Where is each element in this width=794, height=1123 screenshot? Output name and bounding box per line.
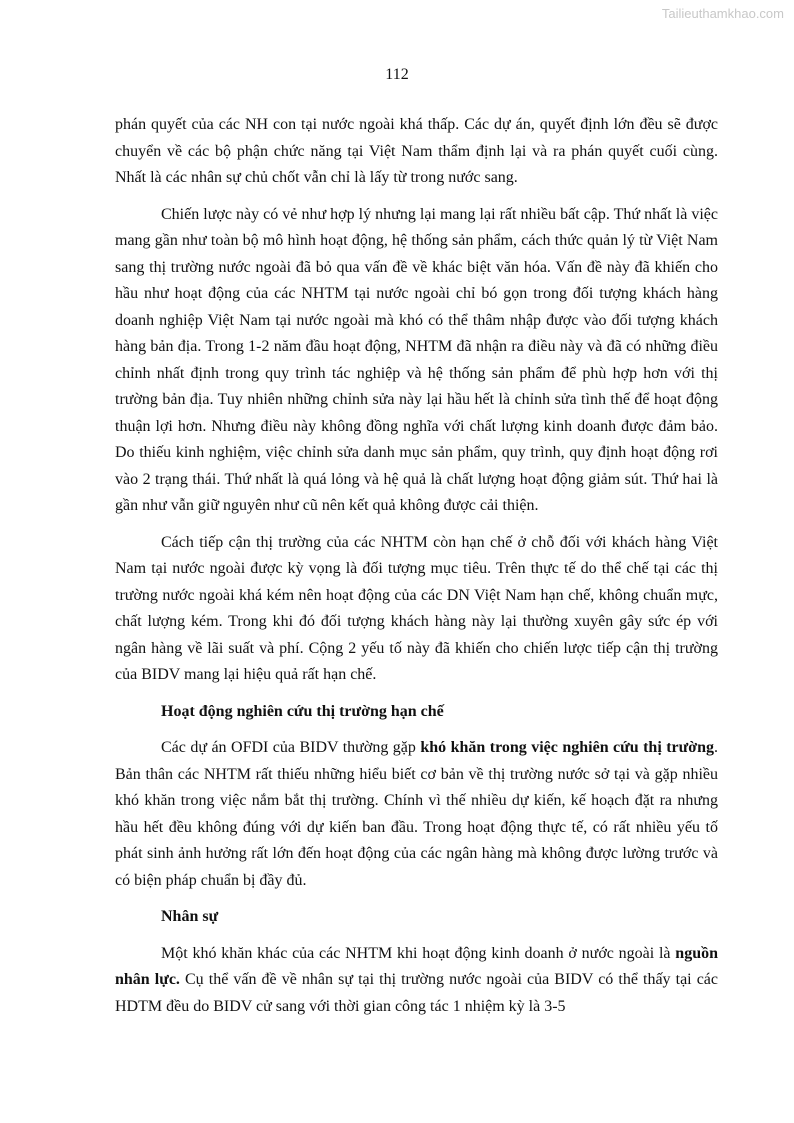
bold-phrase: nguồn nhân lực. — [115, 944, 718, 988]
section-heading: Nhân sự — [161, 908, 219, 925]
paragraph — [115, 735, 718, 894]
paragraph-text: . Bản thân các NHTM rất thiếu những hiểu biết cơ bản về thị trường nước sở tại và gặp nhiều khó khăn trong việc nắm bắt thị trường. Chính vì thế nhiều dự kiến, kế hoạch đặt ra nhưng hầu hết đều không đúng với dự kiến ban đầu. Trong hoạt động thực tế, có rất nhiều yếu tố phát sinh ảnh hưởng rất lớn đến hoạt động của các ngân hàng mà không được lường trước và có biện pháp chuẩn bị đầy đủ. — [115, 739, 719, 889]
paragraph: Cách tiếp cận thị trường của các NHTM còn hạn chế ở chỗ đối với khách hàng Việt Nam tại nước ngoài được kỳ vọng là đối tượng mục tiêu. Trên thực tế do thể chế tại các thị trường nước ngoài khá kém nên hoạt động của các DN Việt Nam hạn chế, không chuẩn mực, chất lượng kém. Trong khi đó đối tượng khách hàng này lại thường xuyên gây sức ép với ngân hàng về lãi suất và phí. Cộng 2 yếu tố này đã khiến cho chiến lược tiếp cận thị trường của BIDV mang lại hiệu quả rất hạn chế. — [115, 533, 718, 683]
paragraph-text: Các dự án OFDI của BIDV thường gặp — [161, 739, 421, 756]
section-heading: Hoạt động nghiên cứu thị trường hạn chế — [161, 702, 444, 720]
paragraph-text: Cụ thể vấn đề về nhân sự tại thị trường nước ngoài của BIDV có thể thấy tại các HDTM đều do BIDV cử sang với thời gian công tác 1 nhiệm kỳ là 3-5 — [115, 971, 719, 1015]
paragraph: Chiến lược này có vẻ như hợp lý nhưng lại mang lại rất nhiều bất cập. Thứ nhất là việc mang gần như toàn bộ mô hình hoạt động, hệ thống sản phẩm, cách thức quản lý từ Việt Nam sang thị trường nước ngoài đã bỏ qua vấn đề về khác biệt văn hóa. Vấn đề này đã khiến cho hầu như hoạt động của các NHTM tại nước ngoài chỉ bó gọn trong đối tượng khách hàng doanh nghiệp Việt Nam tại nước ngoài mà khó có thể thâm nhập được vào đối tượng khách hàng bản địa. Trong 1-2 năm đầu hoạt động, NHTM đã nhận ra điều này và đã có những điều chỉnh nhất định trong quy trình tác nghiệp và hệ thống sản phẩm để phù hợp hơn với thị trường bản địa. Tuy nhiên những chỉnh sửa này lại hầu hết là chỉnh sửa tình thế để hoạt động thuận lợi hơn. Nhưng điều này không đồng nghĩa với chất lượng kinh doanh được đảm bảo. Do thiếu kinh nghiệm, việc chỉnh sửa danh mục sản phẩm, quy trình, quy định hoạt động rơi vào 2 trạng thái. Thứ nhất là quá lỏng và hệ quả là chất lượng hoạt động giảm sút. Thứ hai là gần như vẫn giữ nguyên như cũ nên kết quả không được cải thiện. — [115, 205, 718, 514]
watermark: Tailieuthamkhao.com — [661, 6, 784, 21]
bold-phrase: khó khăn trong việc nghiên cứu thị trường — [420, 739, 715, 756]
paragraph-text: Một khó khăn khác của các NHTM khi hoạt động kinh doanh ở nước ngoài là — [161, 944, 676, 962]
document-body — [115, 112, 718, 1030]
paragraph: phán quyết của các NH con tại nước ngoài khá thấp. Các dự án, quyết định lớn đều sẽ được chuyển về các bộ phận chức năng tại Việt Nam thẩm định lại và ra phán quyết cuối cùng. Nhất là các nhân sự chủ chốt vẫn chỉ là lấy từ trong nước sang. — [115, 116, 718, 186]
paragraph — [115, 941, 718, 1021]
page-number: 112 — [385, 66, 409, 83]
